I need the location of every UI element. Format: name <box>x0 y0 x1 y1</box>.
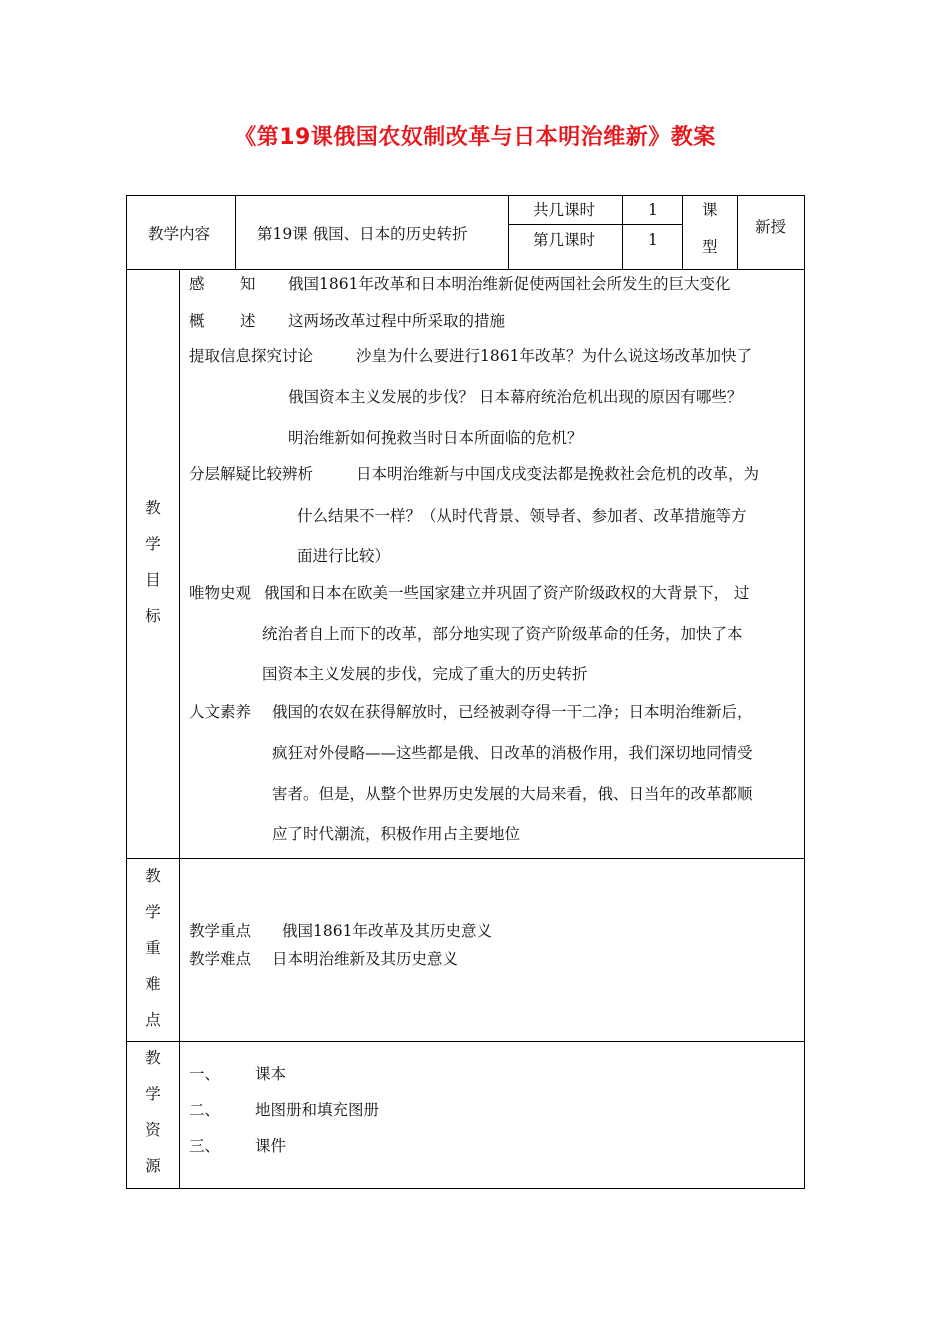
type-label-2: 型 <box>702 238 718 256</box>
current-hour-label: 第几课时 <box>533 231 596 249</box>
humanity-line: 害者。但是，从整个世界历史发展的大局来看，俄、日当年的改革都顺 <box>272 785 753 803</box>
type-value: 新授 <box>755 218 787 236</box>
content-label: 教学内容 <box>148 225 211 243</box>
humanity-label: 人文素养 <box>189 703 252 721</box>
materialism-label: 唯物史观 <box>189 584 252 602</box>
humanity-line: 俄国的农奴在获得解放时，已经被剥夺得一干二净；日本明治维新后， <box>272 703 753 721</box>
resource-item: 地图册和填充图册 <box>255 1101 380 1119</box>
focus-text: 俄国1861年改革及其历史意义 <box>282 922 492 940</box>
total-hours-value: 1 <box>648 201 658 219</box>
perceive-label-1: 感 <box>189 275 205 293</box>
lesson-name: 第19课 俄国、日本的历史转折 <box>257 225 468 243</box>
total-hours-label: 共几课时 <box>533 201 596 219</box>
materialism-line: 统治者自上而下的改革，部分地实现了资产阶级革命的任务，加快了本 <box>262 625 743 643</box>
resources-side-label: 教 学 资 源 <box>145 1049 161 1175</box>
summary-label-2: 述 <box>240 312 256 330</box>
explore-line: 俄国资本主义发展的步伐？ 日本幕府统治危机出现的原因有哪些？ <box>288 388 743 406</box>
materialism-line: 俄国和日本在欧美一些国家建立并巩固了资产阶级政权的大背景下， 过 <box>264 584 750 602</box>
difficulty-text: 日本明治维新及其历史意义 <box>272 950 459 968</box>
resource-number: 三、 <box>189 1137 221 1155</box>
difficulty-label: 教学难点 <box>189 950 252 968</box>
compare-line: 什么结果不一样？（从时代背景、领导者、参加者、改革措施等方 <box>297 507 747 525</box>
goals-side-label: 教 学 目 标 <box>145 499 161 625</box>
summary-text: 这两场改革过程中所采取的措施 <box>288 312 506 330</box>
explore-line: 沙皇为什么要进行1861年改革？为什么说这场改革加快了 <box>356 347 752 365</box>
resource-number: 一、 <box>189 1065 221 1083</box>
current-hour-value: 1 <box>648 231 658 249</box>
humanity-line: 应了时代潮流，积极作用占主要地位 <box>272 825 521 843</box>
type-label-1: 课 <box>702 201 718 219</box>
compare-line: 面进行比较） <box>297 547 391 565</box>
resource-number: 二、 <box>189 1101 221 1119</box>
document-title: 《第19课俄国农奴制改革与日本明治维新》教案 <box>234 125 716 150</box>
explore-line: 明治维新如何挽救当时日本所面临的危机？ <box>288 429 583 447</box>
perceive-text: 俄国1861年改革和日本明治维新促使两国社会所发生的巨大变化 <box>288 275 731 293</box>
explore-label: 提取信息探究讨论 <box>189 347 314 365</box>
resource-item: 课本 <box>255 1065 287 1083</box>
resource-item: 课件 <box>255 1137 287 1155</box>
humanity-line: 疯狂对外侵略——这些都是俄、日改革的消极作用，我们深切地同情受 <box>272 744 753 762</box>
compare-label: 分层解疑比较辨析 <box>189 465 314 483</box>
summary-label-1: 概 <box>189 312 205 330</box>
focus-label: 教学重点 <box>189 922 252 940</box>
compare-line: 日本明治维新与中国戊戌变法都是挽救社会危机的改革，为 <box>356 465 760 483</box>
perceive-label-2: 知 <box>240 275 256 293</box>
key-points-side-label: 教 学 重 难 点 <box>145 867 161 1029</box>
materialism-line: 国资本主义发展的步伐，完成了重大的历史转折 <box>262 665 588 683</box>
